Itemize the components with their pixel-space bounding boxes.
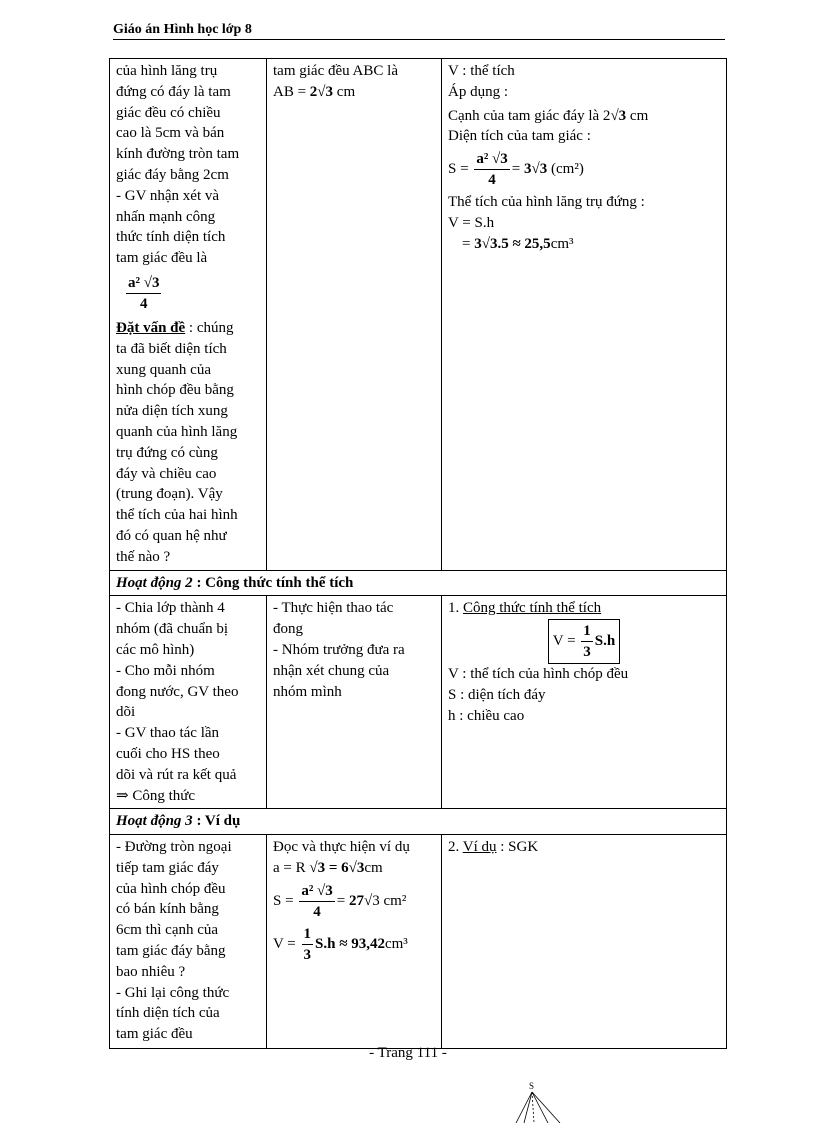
text-line: dõi và rút ra kết quả	[116, 766, 237, 783]
text-line: cuối cho HS theo	[116, 745, 220, 762]
text-line: có bán kính bằng	[116, 901, 219, 918]
content-cell	[442, 59, 727, 571]
text-line: thức tính diện tích	[116, 229, 226, 246]
text-line: quanh của hình lăng	[116, 423, 238, 440]
text-line: V : thể tích	[448, 63, 515, 79]
text-line: - GV nhận xét và	[116, 187, 220, 204]
table-row	[110, 596, 727, 809]
student-activity-cell	[267, 835, 442, 1049]
table-row	[110, 570, 727, 596]
text-line: tam giác đều là	[116, 250, 208, 267]
edge-line	[532, 1092, 534, 1123]
formula-triangle-area	[124, 273, 260, 314]
text-line: nhóm (đã chuẩn bị	[116, 621, 229, 638]
text-line: của hình lăng trụ	[116, 63, 218, 79]
text-line: tiếp tam giác đáy	[116, 859, 219, 876]
problem-label: Đặt vấn đề	[116, 319, 186, 336]
text-line: của hình chóp đều	[116, 880, 226, 897]
text-line: AB = 2√3 cm	[273, 83, 356, 100]
area-formula: S = $\frac{\text{a² √3}}{4}$ = 27√3 cm²	[273, 882, 407, 920]
area-formula: S = $\frac{\text{a² √3}}{4}$ = 3√3 (cm²)	[448, 151, 584, 189]
page-number: - Trang 111 -	[369, 1045, 447, 1061]
table-row	[110, 59, 727, 571]
teacher-activity-cell	[110, 596, 267, 809]
table-row	[110, 835, 727, 1049]
text-line: đáy và chiều cao	[116, 465, 217, 482]
page-footer	[0, 1045, 816, 1062]
text-line: đứng có đáy là tam	[116, 83, 231, 100]
text-line: hình chóp đều bằng	[116, 382, 234, 399]
text-line: đong	[273, 621, 303, 638]
edge-line	[524, 1092, 532, 1123]
activity-2-heading: Hoạt động 2 : Công thức tính thể tích	[110, 570, 727, 596]
text-block	[116, 339, 260, 568]
text-line: a = R √3 = 6√3cm	[273, 859, 383, 876]
text-line: h : chiều cao	[448, 707, 525, 724]
teacher-activity-cell	[110, 835, 267, 1049]
text-line: - Chia lớp thành 4	[116, 600, 225, 617]
text-line: - Cho mỗi nhóm	[116, 662, 215, 679]
text-line: tam giác đều	[116, 1026, 193, 1043]
text-line: Diện tích của tam giác :	[448, 128, 591, 145]
text-line: đó có quan hệ như	[116, 527, 227, 544]
text-line: Cạnh của tam giác đáy là 2√3 cm	[448, 107, 649, 124]
volume-result: = 3√3.5 ≈ 25,5cm³	[462, 235, 574, 252]
text-line: V = S.h	[448, 214, 495, 231]
text-line: - Thực hiện thao tác	[273, 600, 394, 617]
student-activity-cell	[267, 596, 442, 809]
text-line: tam giác đều ABC là	[273, 63, 398, 79]
text-line: Áp dụng :	[448, 83, 508, 100]
text-line: xung quanh của	[116, 361, 211, 378]
formula-numerator: a² √3	[126, 273, 161, 294]
problem-statement	[116, 318, 260, 339]
text-line: ⇒ Công thức	[116, 787, 196, 804]
text-line: nhóm mình	[273, 683, 342, 700]
text-line: các mô hình)	[116, 641, 195, 658]
volume-formula-box: V = $\frac{1}{3}$ S.h	[448, 619, 720, 664]
text-line: (trung đoạn). Vậy	[116, 486, 223, 503]
text-line: thế nào ?	[116, 548, 171, 565]
text-line: V : thể tích của hình chóp đều	[448, 666, 629, 683]
text-line: trụ đứng có cùng	[116, 444, 218, 461]
text-line: Đọc và thực hiện ví dụ	[273, 839, 410, 856]
text-line: đong nước, GV theo	[116, 683, 239, 700]
activity-3-heading: Hoạt động 3 : Ví dụ	[110, 809, 727, 835]
student-activity-cell	[267, 59, 442, 571]
table-row	[110, 809, 727, 835]
text-line: - Đường tròn ngoại	[116, 839, 232, 856]
volume-formula: V = $\frac{1}{3}$ S.h ≈ 93,42cm³	[273, 925, 408, 963]
text-line: kính đường tròn tam	[116, 146, 240, 163]
text-line: bao nhiêu ?	[116, 963, 186, 980]
formula-denominator: 4	[139, 295, 148, 312]
content-cell	[442, 835, 727, 1049]
section-title: 2. Ví dụ : SGK	[448, 839, 539, 856]
lesson-table	[109, 58, 727, 1049]
text-line: 6cm thì cạnh của	[116, 922, 219, 939]
problem-after: : chúng	[185, 319, 234, 336]
text-line: dõi	[116, 704, 136, 721]
text-line: nửa diện tích xung	[116, 403, 228, 420]
text-line: ta đã biết diện tích	[116, 340, 227, 357]
text-line: tam giác đáy bằng	[116, 943, 226, 960]
text-block	[116, 61, 260, 269]
text-line: nhận xét chung của	[273, 662, 390, 679]
pyramid-figure	[510, 1080, 570, 1123]
content-cell	[442, 596, 727, 809]
text-line: cao là 5cm và bán	[116, 125, 225, 142]
section-title: 1. Công thức tính thể tích	[448, 600, 602, 617]
text-line: thể tích của hai hình	[116, 507, 238, 524]
text-line: giác đáy bằng 2cm	[116, 166, 229, 183]
text-line: - Ghi lại công thức	[116, 984, 230, 1001]
text-line: S : diện tích đáy	[448, 686, 546, 703]
header-title: Giáo án Hình học lớp 8	[113, 22, 252, 37]
edge-line	[516, 1092, 532, 1123]
teacher-activity-cell	[110, 59, 267, 571]
text-line: - GV thao tác lần	[116, 725, 220, 742]
text-line: nhấn mạnh công	[116, 208, 216, 225]
page-header	[113, 20, 725, 40]
vertex-label: S	[529, 1081, 535, 1091]
text-line: giác đều có chiều	[116, 104, 221, 121]
text-line: - Nhóm trưởng đưa ra	[273, 641, 405, 658]
text-line: tính diện tích của	[116, 1005, 220, 1022]
text-line: Thể tích của hình lăng trụ đứng :	[448, 194, 645, 211]
